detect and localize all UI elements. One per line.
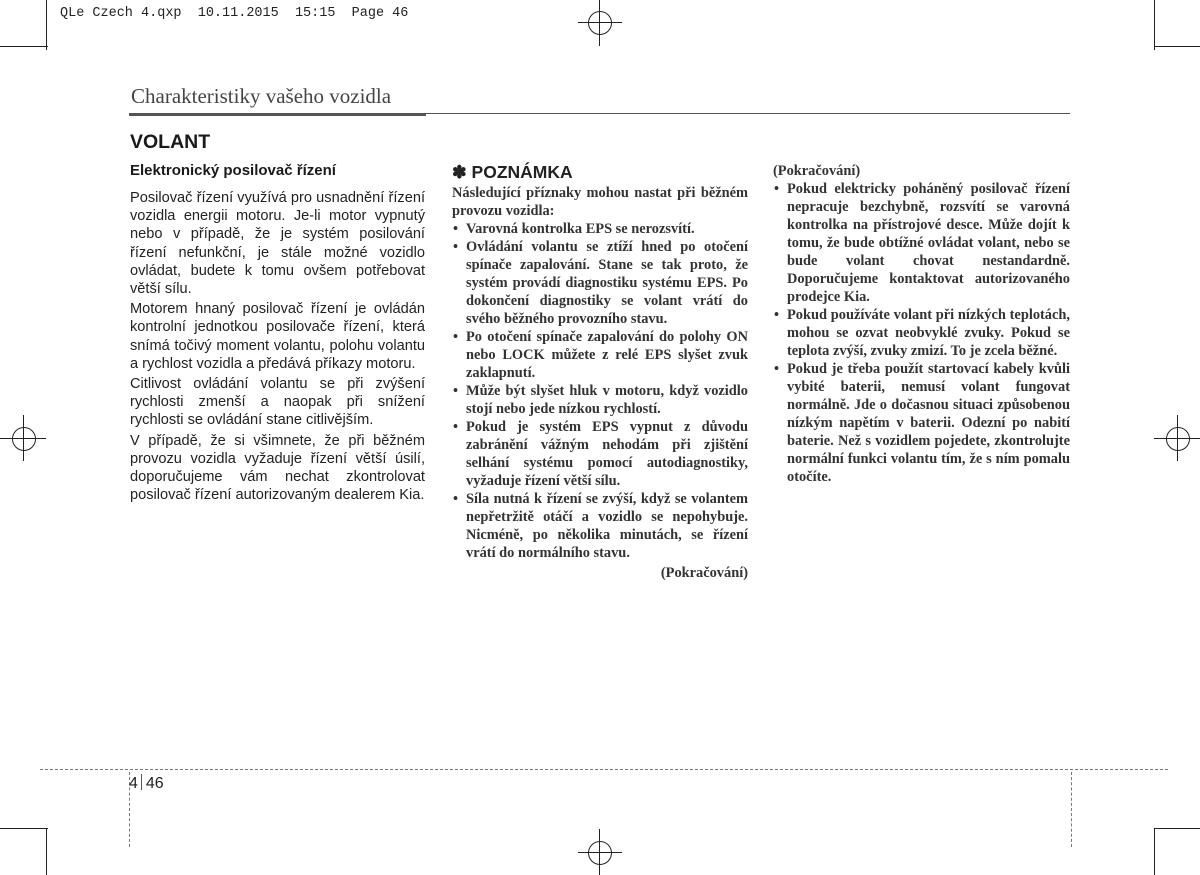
header-rule-accent <box>129 113 426 116</box>
page-number <box>129 774 164 793</box>
crop-mark-top-right-h <box>1154 46 1200 47</box>
note-symbol-icon: ✽ <box>452 162 467 182</box>
crop-mark-bottom-right-h <box>1154 828 1200 829</box>
paragraph: Citlivost ovládání volantu se při zvýšení rychlosti zmenší a naopak při snížení rychlosti se ovládání stane citlivějším. <box>130 376 425 429</box>
note-continuation <box>773 162 1070 486</box>
list-item: • Pokud používáte volant při nízkých teplotách, mohou se ozvat neobvyklé zvuky. Pokud se teplota zvýší, zvuky zmizí. To je zcela běžné. <box>773 306 1070 360</box>
note-heading <box>452 162 748 183</box>
continued-label: (Pokračování) <box>773 163 861 179</box>
crop-mark-bottom-right-v <box>1154 828 1155 875</box>
registration-mark-bottom <box>578 829 622 875</box>
crop-mark-bottom-left-v <box>46 828 47 875</box>
registration-mark-left <box>0 415 46 461</box>
crop-mark-top-left-h <box>0 46 48 47</box>
page-heading: VOLANT <box>130 131 211 153</box>
registration-mark-top <box>578 0 622 46</box>
note-box <box>452 162 748 582</box>
subheading: Elektronický posilovač řízení <box>130 162 336 179</box>
registration-mark-right <box>1154 415 1200 461</box>
list-item: • Ovládání volantu se ztíží hned po otočení spínače zapalování. Stane se tak proto, že systém provádí diagnostiku systému EPS. Po dokončení diagnostiky se volant vrátí do svého běžného provozního stavu. <box>452 238 748 328</box>
paragraph: V případě, že si všimnete, že při běžném provozu vozidla vyžaduje řízení větší úsilí, doporučujeme vám nechat zkontrolovat posilovač řízení autorizovaným dealerem Kia. <box>130 432 425 504</box>
list-item: • Varovná kontrolka EPS se nerozsvítí. <box>452 220 748 238</box>
note-intro: Následující příznaky mohou nastat při běžném provozu vozidla: <box>452 185 748 219</box>
paragraph: Motorem hnaný posilovač řízení je ovládán kontrolní jednotkou posilovače řízení, která snímá točivý moment volantu, polohu volantu a rychlost vozidla a předává příkazy motoru. <box>130 301 425 372</box>
chapter-number: 4 <box>129 775 138 792</box>
footer-dash-right <box>1071 772 1072 847</box>
note-list-continued <box>773 180 1070 486</box>
list-item: • Pokud elektricky poháněný posilovač řízení nepracuje bezchybně, rozsvítí se varovná kontrolka na přístrojové desce. Může dojít k tomu, že bude obtížné ovládat volant, nebo se bude volant chovat nestandardně. Doporučujeme kontaktovat autorizovaného prodejce Kia. <box>773 180 1070 306</box>
note-title: POZNÁMKA <box>471 162 573 182</box>
continued-label: (Pokračování) <box>660 565 748 581</box>
page-number-value: 46 <box>145 775 164 792</box>
list-item: • Síla nutná k řízení se zvýší, když se volantem nepřetržitě otáčí a vozidlo se nepohybuje. Nicméně, po několika minutách, se řízení vrátí do normálního stavu. <box>452 490 748 562</box>
list-item: • Pokud je třeba použít startovací kabely kvůli vybité baterii, nemusí volant fungovat normálně. Jde o dočasnou situaci způsobenou nízkým napětím v baterii. Odezní po nabití baterie. Než s vozidlem pojedete, zkontrolujte normální funkci volantu tím, že s ním pomalu otočíte. <box>773 360 1070 486</box>
section-title: Charakteristiky vašeho vozidla <box>131 84 392 108</box>
list-item: • Po otočení spínače zapalování do polohy ON nebo LOCK můžete z relé EPS slyšet zvuk zaklapnutí. <box>452 328 748 382</box>
footer-rule <box>40 769 1168 770</box>
note-list <box>452 220 748 562</box>
crop-mark-top-left-v <box>46 0 47 50</box>
column-eps-description <box>130 162 425 506</box>
paragraph: Posilovač řízení využívá pro usnadnění řízení vozidla energii motoru. Je-li motor vypnutý nebo v případě, že je systém posilování řízení nefunkční, je stále možné vozidlo ovládat, budete k tomu ovšem potřebovat větší sílu. <box>130 190 425 298</box>
crop-mark-bottom-left-h <box>0 828 48 829</box>
crop-mark-top-right-v <box>1154 0 1155 50</box>
list-item: • Může být slyšet hluk v motoru, když vozidlo stojí nebo jede nízkou rychlostí. <box>452 382 748 418</box>
printer-slug: QLe Czech 4.qxp 10.11.2015 15:15 Page 46 <box>60 6 409 21</box>
list-item: • Pokud je systém EPS vypnut z důvodu zabránění vážným nehodám při zjištění selhání systému pomocí autodiagnostiky, vyžaduje řízení větší sílu. <box>452 418 748 490</box>
